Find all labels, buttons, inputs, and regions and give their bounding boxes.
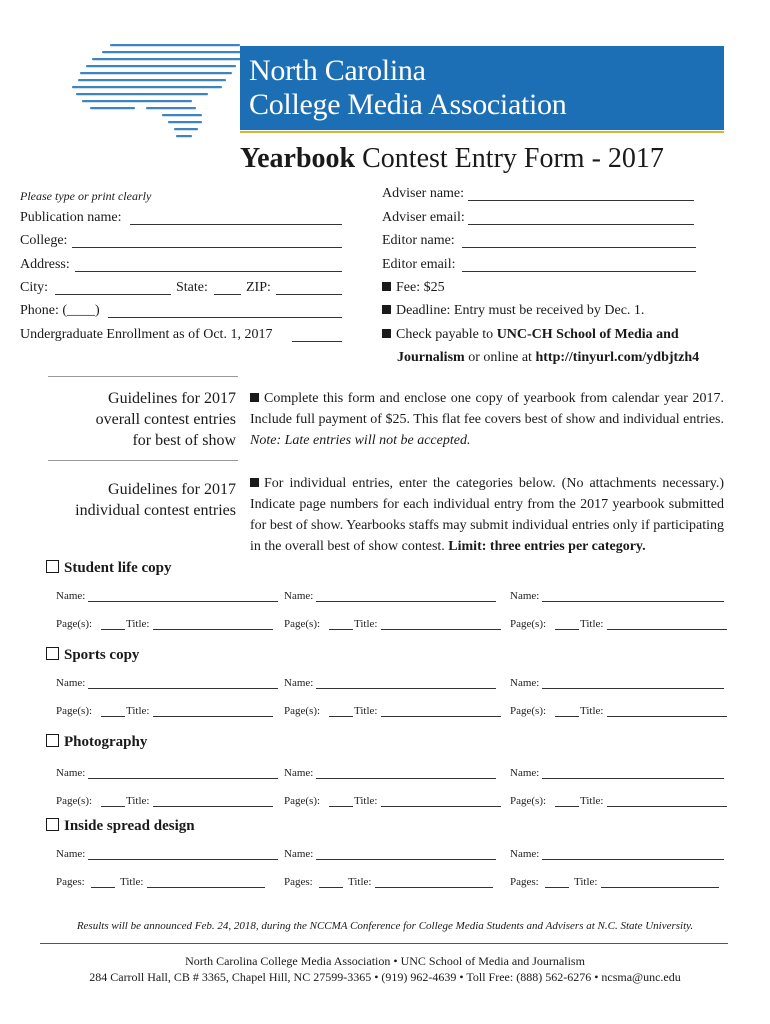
results-note: Results will be announced Feb. 24, 2018, during the NCCMA Conference for College Media Students and Advisers at N.C. State University. (76, 920, 694, 932)
category-title (46, 818, 195, 835)
individual-guidelines-heading (75, 479, 236, 521)
individual-body-text: For individual entries, enter the categories below. (No attachments necessary.) Indicate page numbers for each individual entry from the 2017 yearbook submitted for best of show. Yearbooks staffs may submit individual entries only if participating in the overall best of show contest. (250, 476, 724, 554)
overall-guidelines-body (250, 388, 724, 451)
editor-name-field[interactable] (462, 247, 696, 248)
entry-title-label: Title: (126, 795, 150, 807)
org-name-line-2: College Media Association (249, 88, 567, 121)
entry-name-field[interactable] (316, 778, 496, 779)
entry-pages-field[interactable] (101, 716, 125, 717)
entry-pages-label: Pages: (510, 876, 539, 888)
payable-school-2: Journalism (397, 350, 465, 365)
category-title (46, 734, 147, 751)
entry-title-field[interactable] (381, 716, 501, 717)
college-label: College: (20, 233, 68, 248)
entry-name-field[interactable] (542, 688, 724, 689)
gold-divider (240, 131, 724, 133)
payable-url-link[interactable]: http://tinyurl.com/ydbjtzh4 (535, 350, 700, 365)
entry-pages-field[interactable] (329, 716, 353, 717)
square-bullet-icon (250, 478, 259, 487)
entry-pages-field[interactable] (101, 629, 125, 630)
entry-pages-field[interactable] (329, 806, 353, 807)
fee-text (382, 280, 445, 296)
entry-title-label: Title: (580, 618, 604, 630)
adviser-email-label: Adviser email: (382, 210, 465, 225)
entry-name-label: Name: (284, 590, 314, 602)
entry-pages-label: Pages: (56, 876, 85, 888)
entry-name-field[interactable] (542, 601, 724, 602)
entry-title-field[interactable] (607, 629, 727, 630)
entry-title-label: Title: (120, 876, 144, 888)
deadline-text (382, 303, 644, 319)
entry-pages-label: Page(s): (284, 705, 321, 717)
entry-name-label: Name: (510, 767, 540, 779)
entry-name-field[interactable] (542, 859, 724, 860)
entry-limit-text: Limit: three entries per category. (448, 539, 646, 554)
individual-head-line-2: individual contest entries (75, 502, 236, 519)
entry-name-field[interactable] (88, 859, 278, 860)
form-title-rest: Contest Entry Form - 2017 (355, 143, 664, 174)
editor-name-label: Editor name: (382, 233, 455, 248)
entry-name-label: Name: (56, 677, 86, 689)
overall-guidelines-heading (96, 388, 236, 451)
square-bullet-icon (382, 329, 391, 338)
entry-pages-label: Pages: (284, 876, 313, 888)
payable-prefix: Check payable to (396, 327, 497, 342)
entry-pages-label: Page(s): (510, 618, 547, 630)
overall-head-line-1: Guidelines for 2017 (108, 390, 236, 407)
overall-body-text: Complete this form and enclose one copy of yearbook from calendar year 2017. Include full payment of $25. This flat fee covers best of show and individual entries. (250, 391, 724, 427)
phone-label: Phone: (____) (20, 303, 100, 318)
entry-name-label: Name: (510, 677, 540, 689)
form-title (240, 142, 664, 176)
entry-name-field[interactable] (88, 688, 278, 689)
section-divider-1 (48, 376, 238, 377)
checkbox-icon[interactable] (46, 734, 59, 747)
entry-pages-field[interactable] (555, 629, 579, 630)
address-label: Address: (20, 257, 70, 272)
org-name-banner (240, 46, 724, 130)
entry-name-label: Name: (284, 767, 314, 779)
entry-title-label: Title: (126, 618, 150, 630)
payable-school: UNC-CH School of Media and (496, 327, 679, 342)
deadline-value: Deadline: Entry must be received by Dec. 1. (396, 303, 645, 318)
adviser-email-field[interactable] (468, 224, 694, 225)
entry-name-field[interactable] (316, 859, 496, 860)
phone-field[interactable] (108, 317, 342, 318)
entry-pages-field[interactable] (555, 716, 579, 717)
checkbox-icon[interactable] (46, 647, 59, 660)
entry-title-label: Title: (354, 795, 378, 807)
square-bullet-icon (382, 282, 391, 291)
footer-line-1: North Carolina College Media Association • UNC School of Media and Journalism (185, 954, 585, 968)
overall-head-line-2: overall contest entries (95, 411, 236, 428)
entry-title-field[interactable] (607, 716, 727, 717)
entry-title-label: Title: (574, 876, 598, 888)
entry-title-field[interactable] (153, 806, 273, 807)
category-title-text: Sports copy (64, 647, 140, 663)
entry-title-label: Title: (354, 705, 378, 717)
entry-title-label: Title: (580, 795, 604, 807)
address-field[interactable] (75, 271, 342, 272)
square-bullet-icon (382, 305, 391, 314)
state-label: State: (176, 280, 208, 295)
nc-map-word-cloud-logo-icon (50, 42, 250, 142)
category-title (46, 647, 139, 664)
adviser-name-field[interactable] (468, 200, 694, 201)
entry-title-field[interactable] (375, 887, 493, 888)
entry-title-field[interactable] (153, 629, 273, 630)
city-label: City: (20, 280, 49, 295)
entry-pages-label: Page(s): (56, 795, 93, 807)
entry-title-label: Title: (354, 618, 378, 630)
entry-title-field[interactable] (381, 806, 501, 807)
payable-text (382, 327, 679, 343)
entry-pages-field[interactable] (101, 806, 125, 807)
entry-pages-label: Page(s): (284, 618, 321, 630)
entry-title-field[interactable] (153, 716, 273, 717)
entry-pages-label: Page(s): (284, 795, 321, 807)
publication-name-field[interactable] (130, 224, 342, 225)
adviser-name-label: Adviser name: (382, 186, 465, 201)
org-name-line-1: North Carolina (249, 54, 426, 87)
individual-head-line-1: Guidelines for 2017 (108, 481, 236, 498)
entry-title-field[interactable] (381, 629, 501, 630)
checkbox-icon[interactable] (46, 818, 59, 831)
entry-name-field[interactable] (88, 601, 278, 602)
entry-name-label: Name: (510, 848, 540, 860)
category-title-text: Inside spread design (64, 818, 195, 834)
entry-name-field[interactable] (88, 778, 278, 779)
entry-name-label: Name: (284, 848, 314, 860)
entry-name-field[interactable] (542, 778, 724, 779)
entry-name-field[interactable] (316, 601, 496, 602)
category-title (46, 560, 172, 577)
payable-text-2 (397, 350, 699, 366)
section-divider-2 (48, 460, 238, 461)
entry-name-label: Name: (510, 590, 540, 602)
checkbox-icon[interactable] (46, 560, 59, 573)
entry-pages-label: Page(s): (56, 618, 93, 630)
college-field[interactable] (72, 247, 342, 248)
entry-name-label: Name: (284, 677, 314, 689)
entry-pages-field[interactable] (329, 629, 353, 630)
entry-title-label: Title: (348, 876, 372, 888)
late-entries-note: Note: Late entries will not be accepted. (250, 433, 471, 448)
payable-mid: or online at (464, 350, 536, 365)
editor-email-label: Editor email: (382, 257, 456, 272)
entry-pages-field[interactable] (319, 887, 343, 888)
overall-head-line-3: for best of show (132, 432, 236, 449)
entry-pages-field[interactable] (91, 887, 115, 888)
entry-title-field[interactable] (601, 887, 719, 888)
entry-name-label: Name: (56, 767, 86, 779)
footer-line-2: 284 Carroll Hall, CB # 3365, Chapel Hill, NC 27599-3365 • (919) 962-4639 • Toll Free: (888) 562-6276 • ncsma@unc.edu (89, 970, 681, 984)
square-bullet-icon (250, 393, 259, 402)
individual-guidelines-body (250, 473, 724, 557)
entry-title-label: Title: (580, 705, 604, 717)
entry-title-label: Title: (126, 705, 150, 717)
entry-title-field[interactable] (147, 887, 265, 888)
form-title-bold: Yearbook (240, 143, 356, 174)
entry-pages-label: Page(s): (56, 705, 93, 717)
entry-name-label: Name: (56, 590, 86, 602)
category-title-text: Student life copy (64, 560, 172, 576)
instruction-text: Please type or print clearly (20, 189, 152, 203)
city-field[interactable] (55, 294, 171, 295)
enrollment-field[interactable] (292, 341, 342, 342)
zip-label: ZIP: (246, 280, 271, 295)
category-title-text: Photography (64, 734, 148, 750)
zip-field[interactable] (276, 294, 342, 295)
publication-name-label: Publication name: (20, 210, 122, 225)
entry-title-field[interactable] (607, 806, 727, 807)
entry-name-label: Name: (56, 848, 86, 860)
entry-pages-field[interactable] (545, 887, 569, 888)
state-field[interactable] (214, 294, 241, 295)
editor-email-field[interactable] (462, 271, 696, 272)
entry-pages-label: Page(s): (510, 795, 547, 807)
footer-divider (40, 943, 728, 944)
fee-value: Fee: $25 (396, 280, 445, 295)
entry-name-field[interactable] (316, 688, 496, 689)
entry-pages-label: Page(s): (510, 705, 547, 717)
entry-pages-field[interactable] (555, 806, 579, 807)
enrollment-label: Undergraduate Enrollment as of Oct. 1, 2017 (20, 327, 273, 342)
